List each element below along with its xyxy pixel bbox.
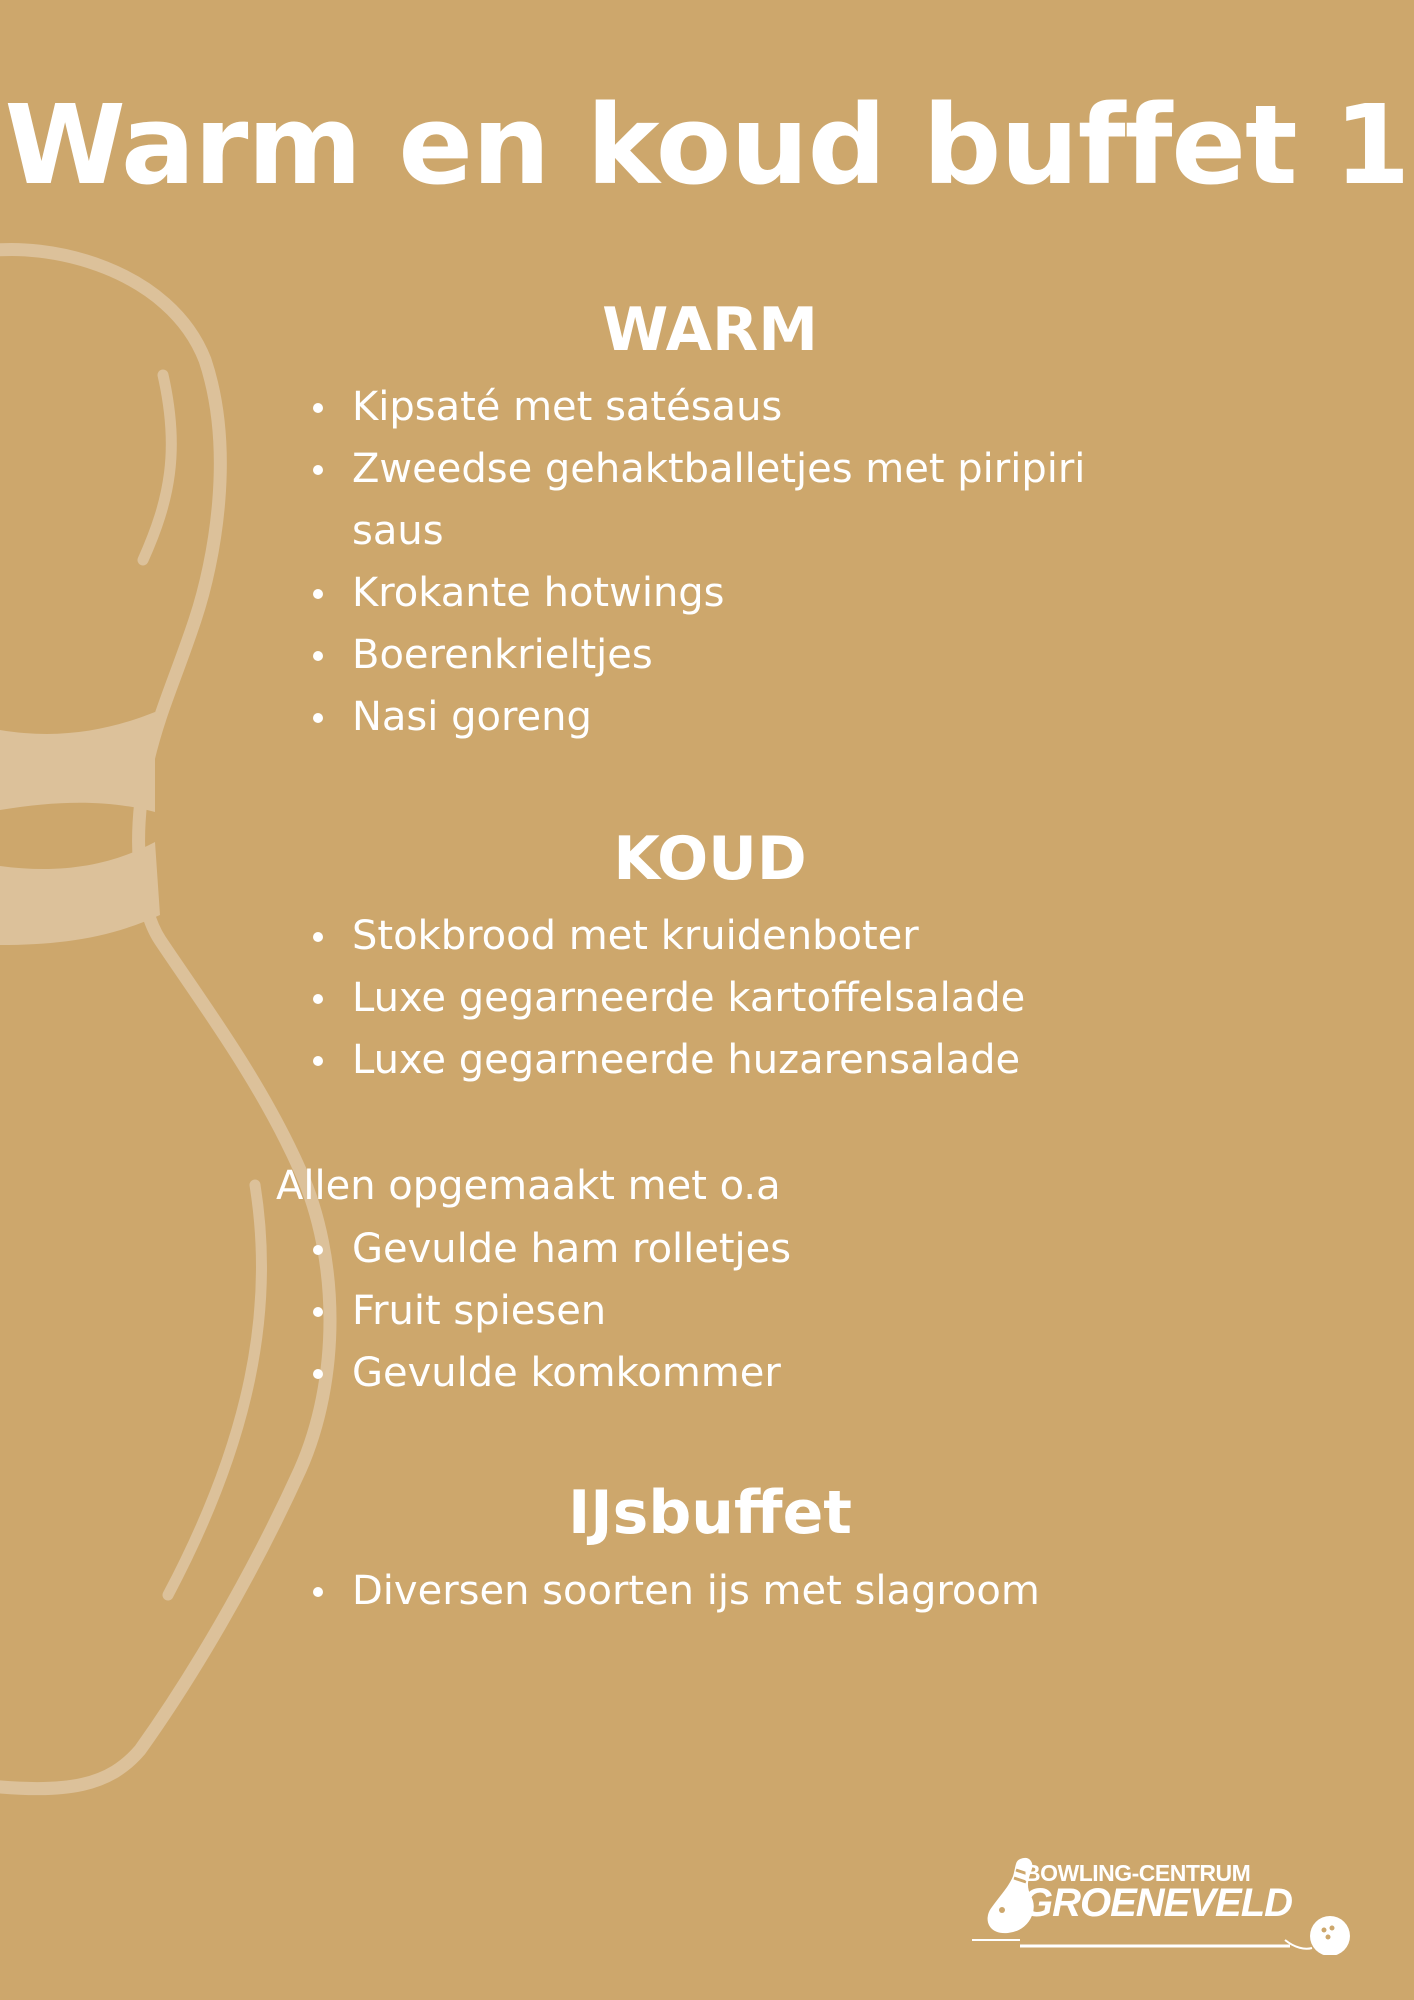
logo-text-bottom: GROENEVELD xyxy=(1022,1881,1293,1925)
warm-list xyxy=(300,376,1150,748)
list-item: Fruit spiesen xyxy=(300,1280,1150,1342)
garnish-intro: Allen opgemaakt met o.a xyxy=(276,1163,781,1209)
garnish-list xyxy=(300,1218,1150,1404)
list-item: Diversen soorten ijs met slagroom xyxy=(300,1560,1150,1622)
warm-heading: WARM xyxy=(602,295,818,365)
list-item: Gevulde ham rolletjes xyxy=(300,1218,1150,1280)
koud-list xyxy=(300,905,1150,1091)
list-item: Stokbrood met kruidenboter xyxy=(300,905,1150,967)
list-item: Krokante hotwings xyxy=(300,562,1150,624)
koud-heading: KOUD xyxy=(613,824,807,894)
list-item: Zweedse gehaktballetjes met piripiri saus xyxy=(300,438,1150,562)
logo-text-top: BOWLING-CENTRUM xyxy=(1024,1860,1251,1886)
list-item: Luxe gegarneerde kartoffelsalade xyxy=(300,967,1150,1029)
bowling-centrum-logo xyxy=(960,1850,1360,1955)
list-item: Boerenkrieltjes xyxy=(300,624,1150,686)
ijsbuffet-heading: IJsbuffet xyxy=(567,1478,852,1548)
ijsbuffet-list xyxy=(300,1560,1150,1622)
bowling-ball-icon xyxy=(1285,1916,1350,1955)
list-item: Kipsaté met satésaus xyxy=(300,376,1150,438)
list-item: Nasi goreng xyxy=(300,686,1150,748)
list-item: Luxe gegarneerde huzarensalade xyxy=(300,1029,1150,1091)
page-title: Warm en koud buffet 1 xyxy=(4,81,1410,209)
list-item: Gevulde komkommer xyxy=(300,1342,1150,1404)
